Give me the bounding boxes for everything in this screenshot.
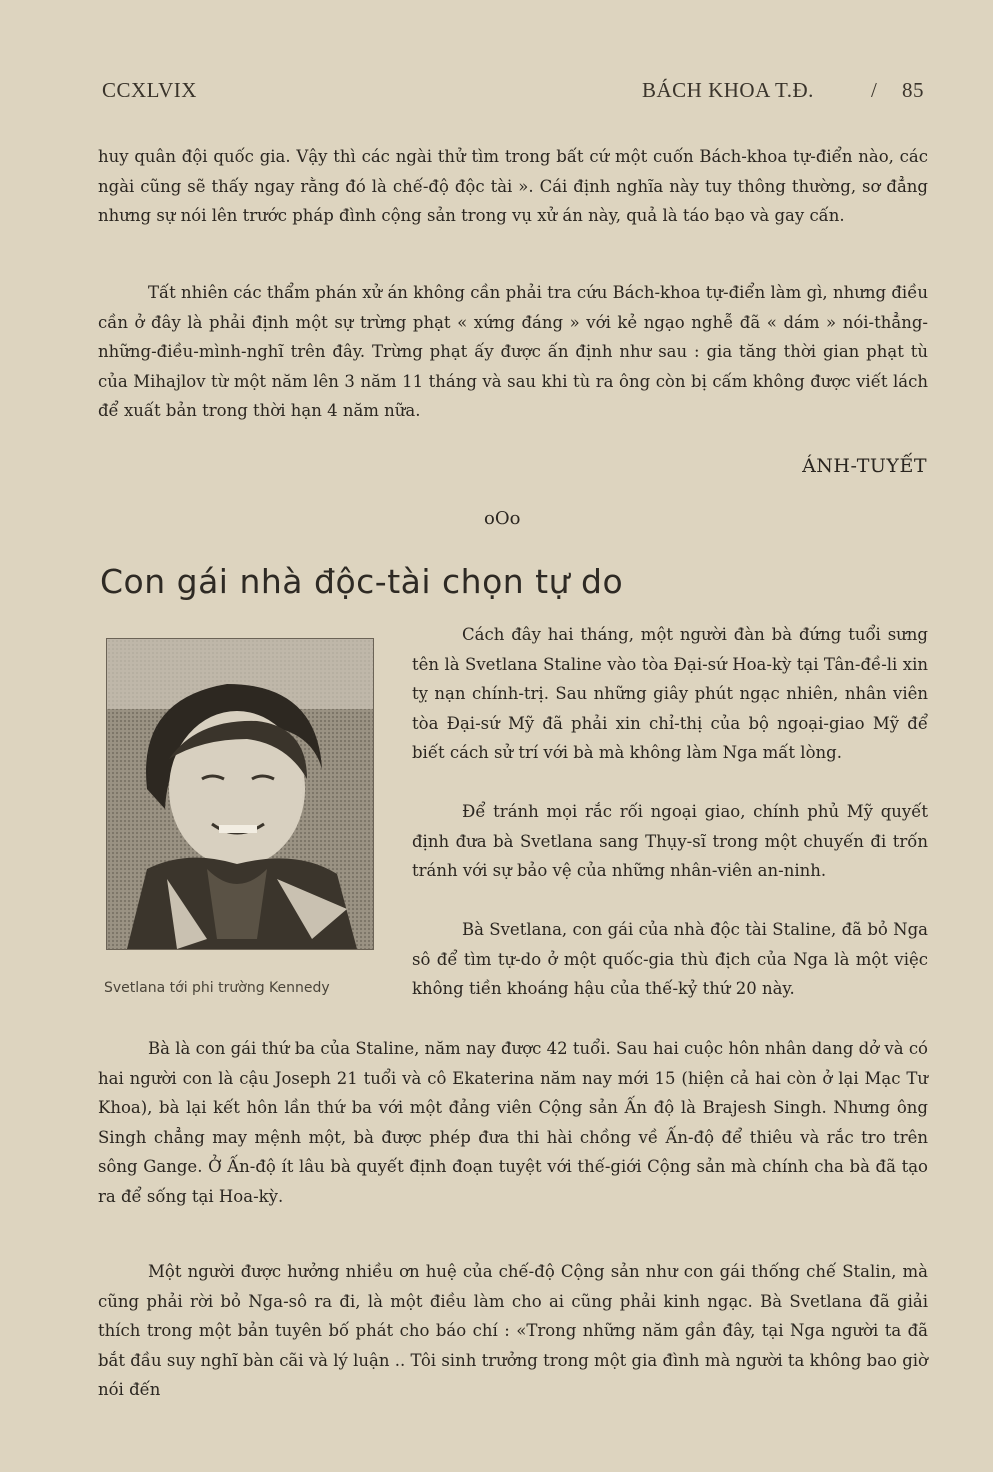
- paragraph-2: Tất nhiên các thẩm phán xử án không cần phải tra cứu Bách-khoa tự-điển làm gì, nhưng điều cần ở đây là phải định một sự trừng phạt « xứng đáng » với kẻ ngạo nghễ đã « dám » nói-thẳng-những-điều-mình-nghĩ trên đây. Trừng phạt ấy được ấn định như sau : gia tăng thời gian phạt tù của Mihajlov từ một năm lên 3 năm 11 tháng và sau khi tù ra ông còn bị cấm không được viết lách để xuất bản trong thời hạn 4 năm nữa.: [98, 283, 928, 421]
- paragraph-5: Một người được hưởng nhiều ơn huệ của chế-độ Cộng sản như con gái thống chế Stalin, mà cũng phải rời bỏ Nga-sô ra đi, là một điều làm cho ai cũng phải kinh ngạc. Bà Svetlana đã giải thích trong một bản tuyên bố phát cho báo chí : «Trong những năm gần đây, tại Nga người ta đã bắt đầu suy nghĩ bàn cãi và lý luận .. Tôi sinh trưởng trong một gia đình mà người ta không bao giờ nói đến: [98, 1262, 928, 1400]
- photo-caption: Svetlana tới phi trường Kennedy: [104, 980, 330, 996]
- section-ornament: oOo: [484, 508, 521, 529]
- column-paragraph-1: Cách đây hai tháng, một người đàn bà đứng tuổi sưng tên là Svetlana Staline vào tòa Đại-sứ Hoa-kỳ tại Tân-đề-li xin tỵ nạn chính-trị. Sau những giây phút ngạc nhiên, nhân viên tòa Đại-sứ Mỹ đã phải xin chỉ-thị của bộ ngoại-giao Mỹ để biết cách sử trí với bà mà không làm Nga mất lòng.: [412, 625, 928, 763]
- column-paragraph-3: Bà Svetlana, con gái của nhà độc tài Staline, đã bỏ Nga sô để tìm tự-do ở một quốc-gia thù địch của Nga là một việc không tiền khoáng hậu của thế-kỷ thứ 20 này.: [412, 920, 928, 999]
- portrait-photo: [106, 638, 374, 950]
- volume-number: CCXLVIX: [102, 78, 197, 102]
- page-number: 85: [902, 78, 924, 102]
- paragraph-1: huy quân đội quốc gia. Vậy thì các ngài thử tìm trong bất cứ một cuốn Bách-khoa tự-điển nào, các ngài cũng sẽ thấy ngay rằng đó là chế-độ độc tài ». Cái định nghĩa này tuy thông thường, sơ đẳng nhưng sự nói lên trước pháp đình cộng sản trong vụ xử án này, quả là táo bạo và gay cấn.: [98, 147, 928, 226]
- article-title: Con gái nhà độc-tài chọn tự do: [100, 562, 624, 601]
- header-separator: /: [871, 78, 878, 102]
- photo-illustration: [107, 639, 373, 949]
- running-title: BÁCH KHOA T.Đ.: [642, 78, 814, 102]
- paragraph-4: Bà là con gái thứ ba của Staline, năm nay được 42 tuổi. Sau hai cuộc hôn nhân dang dở và có hai người con là cậu Joseph 21 tuổi và cô Ekaterina năm nay mới 15 (hiện cả hai còn ở lại Mạc Tư Khoa), bà lại kết hôn lần thứ ba với một đảng viên Cộng sản Ấn độ là Brajesh Singh. Nhưng ông Singh chẳng may mệnh một, bà được phép đưa thi hài chồng về Ấn-độ để thiêu và rắc tro trên sông Gange. Ở Ấn-độ ít lâu bà quyết định đoạn tuyệt với thế-giới Cộng sản mà chính cha bà đã tạo ra để sống tại Hoa-kỳ.: [98, 1039, 928, 1206]
- author-signature: ÁNH-TUYẾT: [802, 455, 927, 477]
- column-paragraph-2: Để tránh mọi rắc rối ngoại giao, chính phủ Mỹ quyết định đưa bà Svetlana sang Thụy-sĩ trong một chuyến đi trốn tránh với sự bảo vệ của những nhân-viên an-ninh.: [412, 802, 928, 881]
